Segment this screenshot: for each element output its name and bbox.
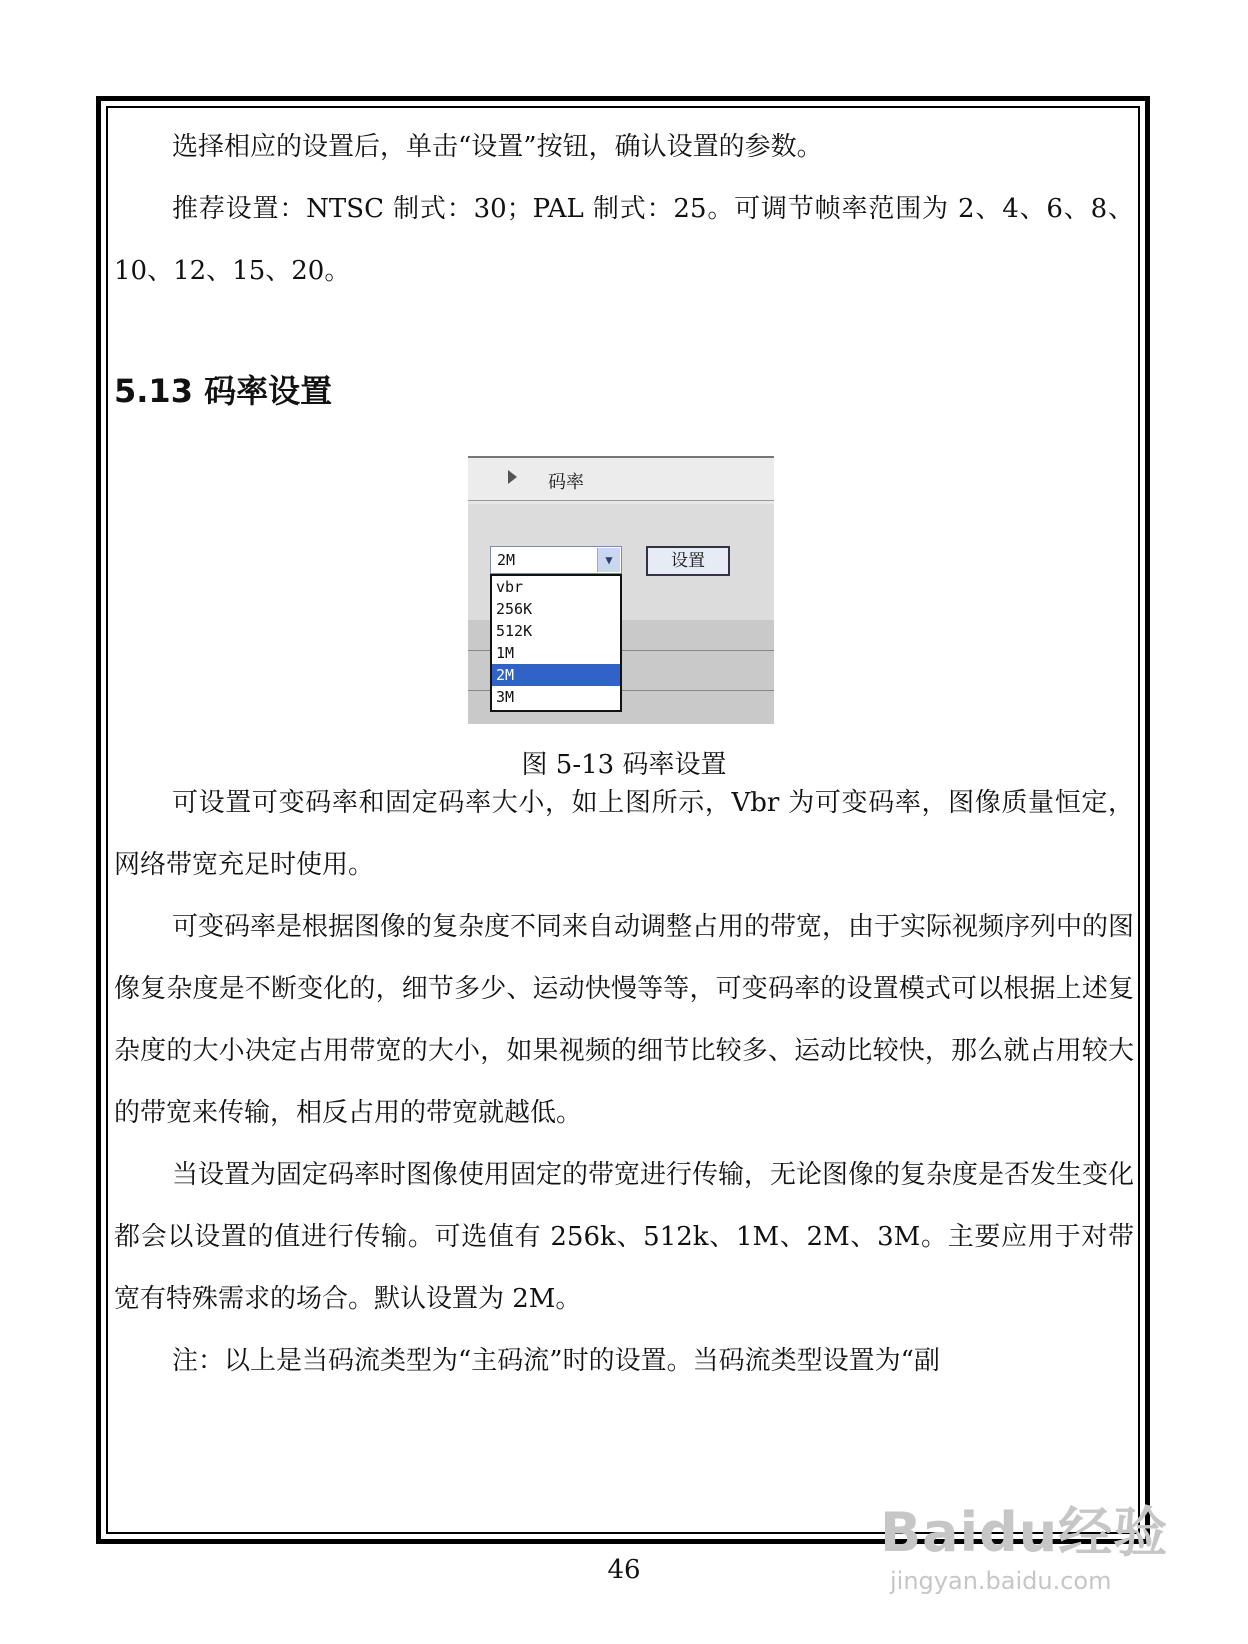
option-1m[interactable]: 1M [496, 644, 515, 662]
set-button[interactable]: 设置 [646, 546, 730, 576]
body-text [114, 772, 1134, 1392]
bitrate-options-list[interactable] [490, 574, 622, 712]
select-value: 2M [497, 551, 516, 569]
intro-text [114, 106, 1134, 302]
chevron-down-icon[interactable]: ▼ [597, 548, 620, 572]
watermark-brand: Baidu经验 [880, 1501, 1169, 1564]
paragraph: 可变码率是根据图像的复杂度不同来自动调整占用的带宽，由于实际视频序列中的图像复杂度是不断变化的，细节多少、运动快慢等等，可变码率的设置模式可以根据上述复杂度的大小决定占用带宽的大小，如果视频的细节比较多、运动比较快，那么就占用较大的带宽来传输，相反占用的带宽就越低。 [114, 912, 1135, 1128]
watermark-url: jingyan.baidu.com [890, 1567, 1112, 1595]
paragraph: 可设置可变码率和固定码率大小，如上图所示，Vbr 为可变码率，图像质量恒定，网络带宽充足时使用。 [114, 788, 1134, 880]
paragraph: 选择相应的设置后，单击“设置”按钮，确认设置的参数。 [172, 132, 823, 162]
option-256k[interactable]: 256K [496, 600, 533, 618]
option-vbr[interactable]: vbr [496, 578, 524, 596]
section-heading: 5.13 码率设置 [114, 372, 333, 410]
bitrate-select[interactable] [490, 546, 622, 574]
expand-arrow-icon [508, 470, 517, 484]
figure-caption: 图 5-13 码率设置 [521, 750, 727, 780]
panel-header[interactable] [468, 456, 774, 501]
panel-header-label: 码率 [548, 472, 584, 493]
option-3m[interactable]: 3M [496, 688, 515, 706]
watermark [880, 1490, 1168, 1595]
option-2m-selected[interactable]: 2M [492, 664, 620, 686]
paragraph: 当设置为固定码率时图像使用固定的带宽进行传输，无论图像的复杂度是否发生变化都会以设置的值进行传输。可选值有 256k、512k、1M、2M、3M。主要应用于对带宽有特殊需求的场合。默认设置为 2M。 [114, 1160, 1135, 1314]
option-512k[interactable]: 512K [496, 622, 533, 640]
bitrate-figure [468, 456, 774, 724]
paragraph: 注：以上是当码流类型为“主码流”时的设置。当码流类型设置为“副 [172, 1346, 940, 1376]
paragraph: 推荐设置：NTSC 制式：30；PAL 制式：25。可调节帧率范围为 2、4、6、8、10、12、15、20。 [114, 194, 1134, 286]
page-number: 46 [607, 1555, 641, 1585]
